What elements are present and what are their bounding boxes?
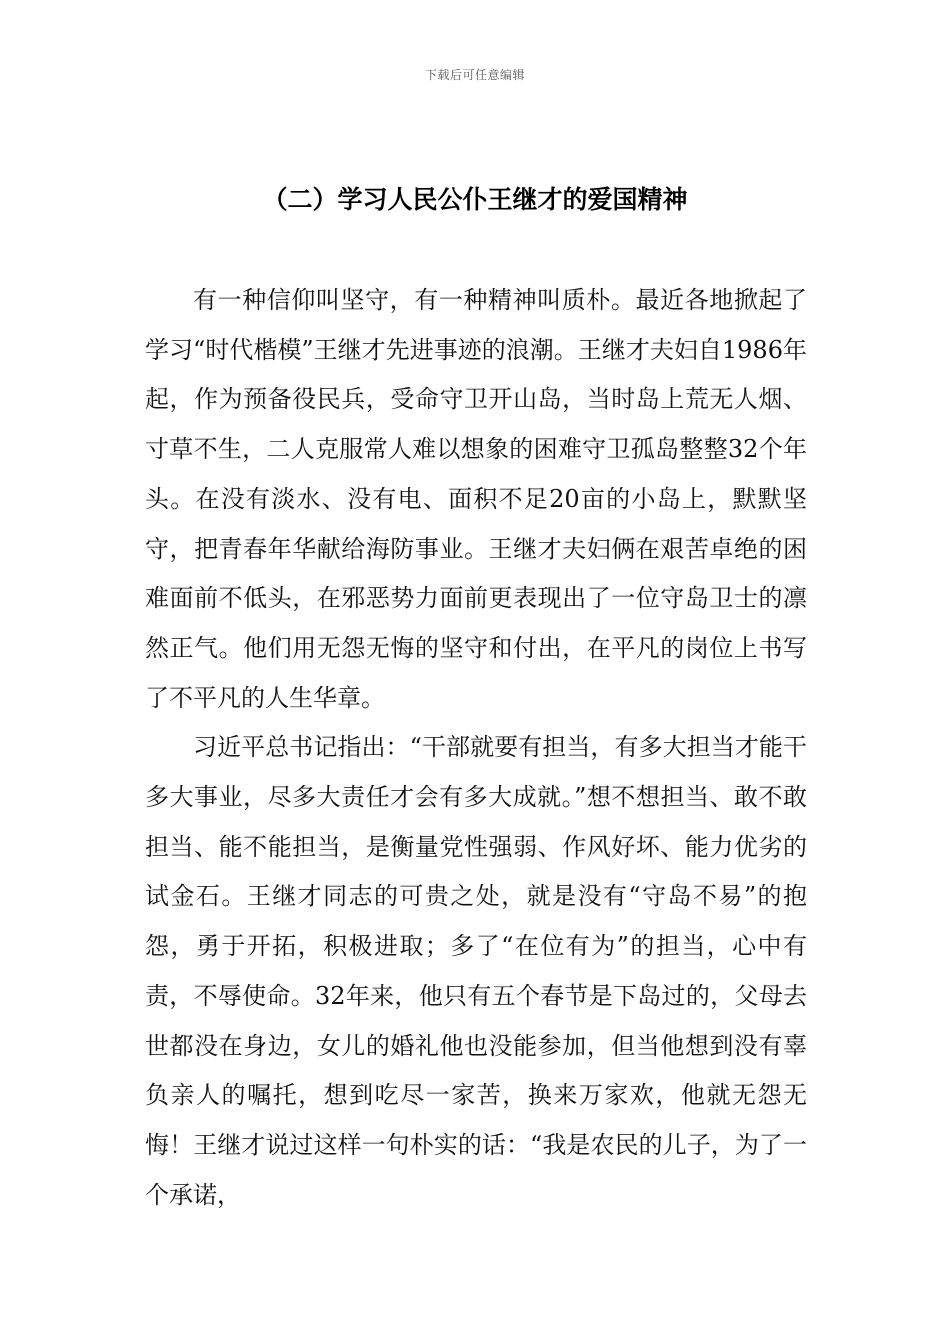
document-body: [145, 276, 807, 1220]
page-header-note: 下载后可任意编辑: [424, 68, 525, 82]
document-title: （二）学习人民公仆王继才的爱国精神: [262, 185, 688, 214]
body-paragraph-1: 有一种信仰叫坚守，有一种精神叫质朴。最近各地掀起了学习“时代楷模”王继才先进事迹的浪潮。王继才夫妇自1986年起，作为预备役民兵，受命守卫开山岛，当时岛上荒无人烟、寸草不生，二人克服常人难以想象的困难守卫孤岛整整32个年头。在没有淡水、没有电、面积不足20亩的小岛上，默默坚守，把青春年华献给海防事业。王继才夫妇俩在艰苦卓绝的困难面前不低头，在邪恶势力面前更表现出了一位守岛卫士的凛然正气。他们用无怨无悔的坚守和付出，在平凡的岗位上书写了不平凡的人生华章。: [145, 286, 807, 712]
body-paragraph-2: 习近平总书记指出：“干部就要有担当，有多大担当才能干多大事业，尽多大责任才会有多大成就。”想不想担当、敢不敢担当、能不能担当，是衡量党性强弱、作风好坏、能力优劣的试金石。王继才同志的可贵之处，就是没有“守岛不易”的抱怨，勇于开拓，积极进取；多了“在位有为”的担当，心中有责，不辱使命。32年来，他只有五个春节是下岛过的，父母去世都没在身边，女儿的婚礼他也没能参加，但当他想到没有辜负亲人的嘱托，想到吃尽一家苦，换来万家欢，他就无怨无悔！王继才说过这样一句朴实的话：“我是农民的儿子，为了一个承诺，: [145, 733, 807, 1209]
